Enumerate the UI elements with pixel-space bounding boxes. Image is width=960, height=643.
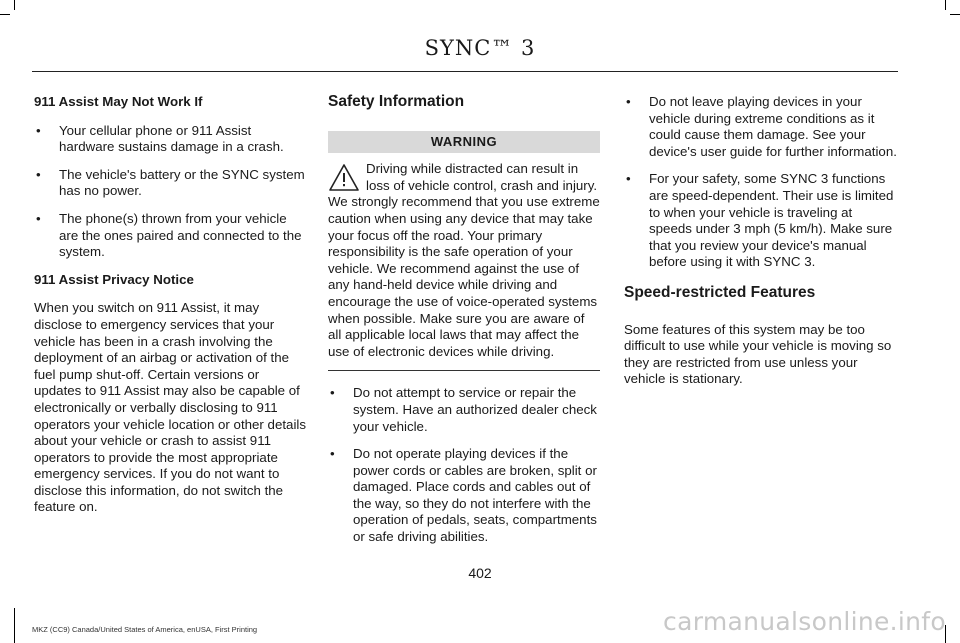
warning-text: Driving while distracted can result in loss of vehicle control, crash and injury. We strongly recommend that you use extreme caution when using any device that may take your focus off the road. Your primary responsibility is the safe operation of your vehicle. We recommend against the use of any hand-held device while driving and encourage the use of voice-operated systems when possible. Make sure you are aware of all applicable local laws that may affect the use of electronic devices while driving. [328, 161, 600, 359]
bullet-icon: • [36, 210, 41, 226]
bullet-icon: • [626, 171, 631, 187]
list-item [624, 171, 898, 271]
list-item-text: Your cellular phone or 911 Assist hardware sustains damage in a crash. [59, 122, 284, 155]
watermark: carmanualsonline.info [663, 607, 946, 636]
warning-divider [328, 370, 600, 371]
list-item [34, 211, 306, 261]
crop-mark [950, 14, 960, 15]
column-1 [34, 94, 306, 528]
speed-restricted-paragraph: Some features of this system may be too difficult to use while your vehicle is moving so they are restricted from use unless your vehicle is stationary. [624, 321, 892, 387]
crop-mark [14, 608, 15, 643]
subheading-911-assist-may-not-work: 911 Assist May Not Work If [34, 94, 203, 109]
list-item-text: For your safety, some SYNC 3 functions are speed-dependent. Their use is limited to when your vehicle is traveling at speeds under 3 mph (5 km/h). Make sure that you review your device's manual before using it with SYNC 3. [649, 171, 894, 270]
list-item-text: Do not attempt to service or repair the system. Have an authorized dealer check your vehicle. [353, 385, 597, 434]
list-item [34, 167, 306, 200]
warning-label: WARNING [328, 131, 600, 154]
list-item [328, 446, 600, 546]
bullet-icon: • [330, 385, 335, 401]
subheading-privacy-notice: 911 Assist Privacy Notice [34, 271, 194, 287]
bullet-icon: • [330, 446, 335, 462]
list-item [328, 385, 600, 435]
list-item-text: Do not leave playing devices in your vehicle during extreme conditions as it could cause them damage. See your device's user guide for further information. [649, 94, 897, 159]
bullet-icon: • [36, 166, 41, 182]
section-title-speed-restricted: Speed-restricted Features [624, 283, 816, 301]
footer-text: MKZ (CC9) Canada/United States of America, enUSA, First Printing [32, 625, 258, 634]
header-divider [32, 71, 898, 72]
warning-triangle-icon [328, 163, 360, 193]
column-2 [328, 94, 600, 557]
bullet-icon: • [626, 94, 631, 109]
warning-body [328, 161, 600, 360]
list-item-text: The vehicle's battery or the SYNC system has no power. [59, 166, 305, 199]
page-number: 402 [468, 565, 492, 581]
crop-mark [14, 0, 15, 10]
crop-mark [945, 0, 946, 10]
bullet-list [328, 385, 600, 545]
bullet-icon: • [36, 122, 41, 138]
bullet-list [624, 94, 898, 271]
privacy-paragraph: When you switch on 911 Assist, it may disclose to emergency services that your vehicle has been in a crash involving the deployment of an airbag or activation of the fuel pump shut-off. Certain versions or updates to 911 Assist may also be capable of electronically or verbally disclosing to 911 operators your vehicle location or other details about your vehicle or crash to assist 911 operators to provide the most appropriate emergency services. If you do not want to disclose this information, do not switch the feature on. [34, 300, 306, 515]
bullet-list [34, 123, 306, 261]
page-header-title: SYNC™ 3 [424, 36, 536, 60]
list-item-text: The phone(s) thrown from your vehicle are the ones paired and connected to the system. [59, 210, 302, 260]
list-item [624, 94, 898, 160]
list-item [34, 123, 306, 156]
section-title-safety-information: Safety Information [328, 93, 465, 110]
column-3 [624, 94, 898, 400]
list-item-text: Do not operate playing devices if the power cords or cables are broken, split or damaged. Place cords and cables out of the way, so they do not interfere with the operation of pedals, seats, compartments or safe driving abilities. [353, 446, 597, 545]
crop-mark [0, 14, 10, 15]
